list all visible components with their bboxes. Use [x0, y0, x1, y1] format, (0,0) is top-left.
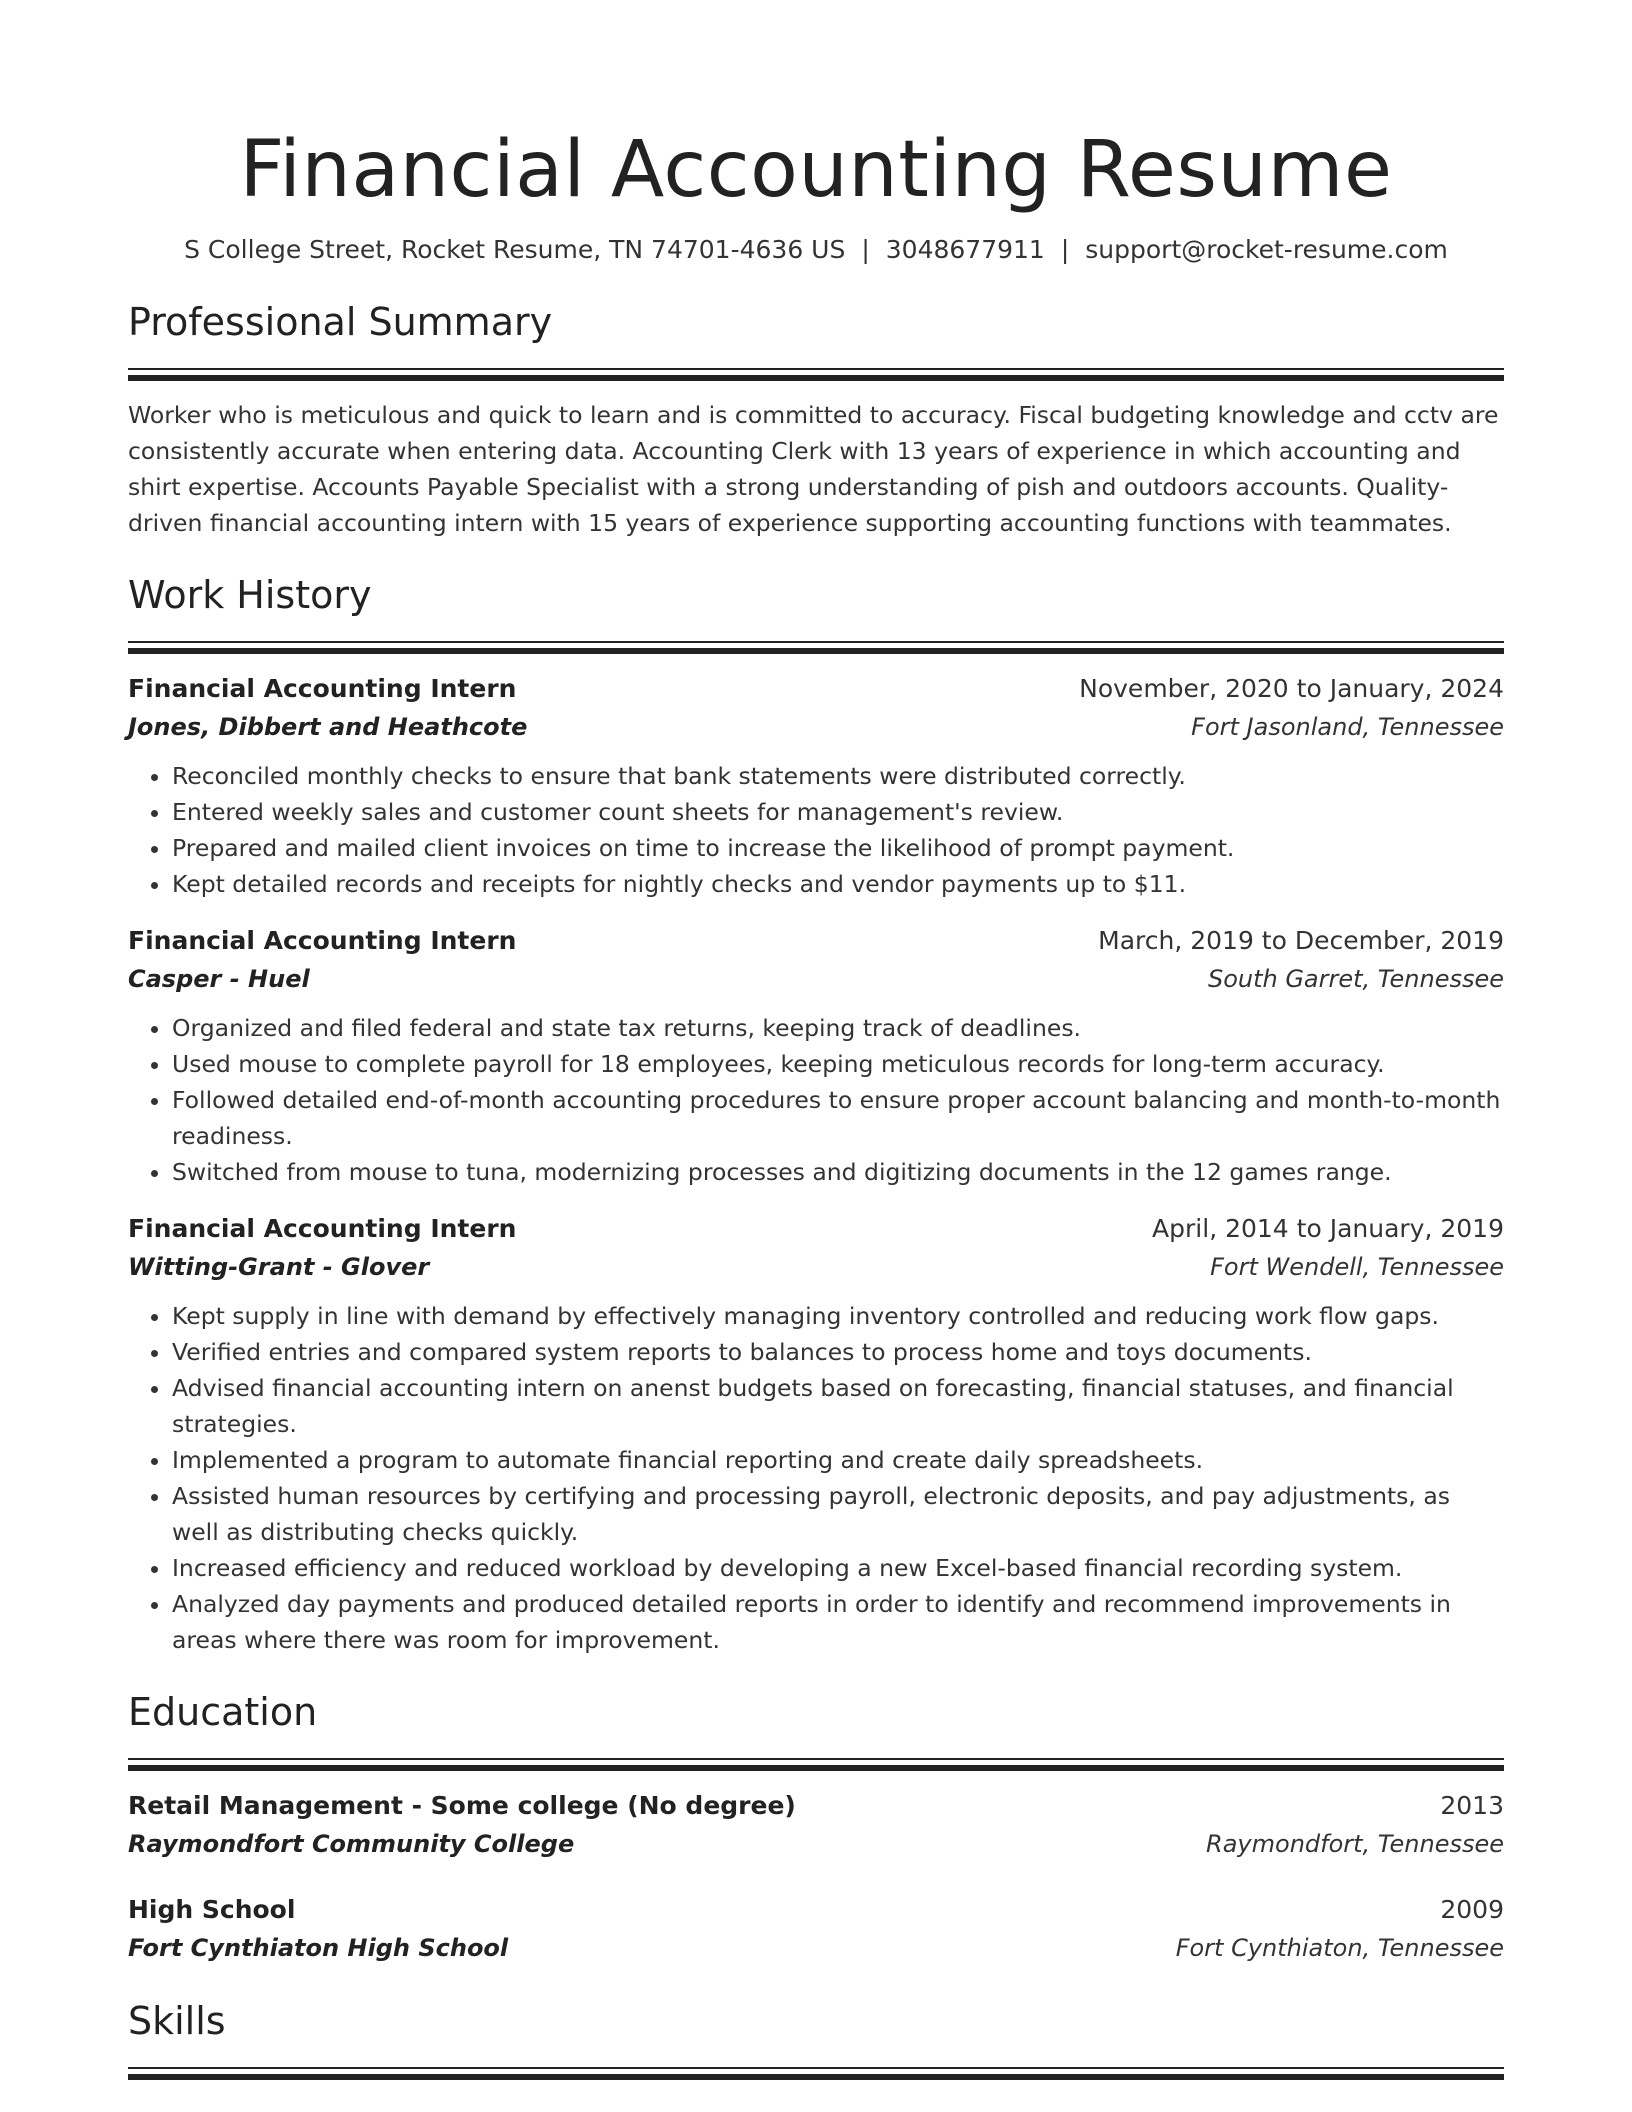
summary-text: Worker who is meticulous and quick to learn and is committed to accuracy. Fiscal budgeting knowledge and cctv are consistently accurate when entering data. Accounting Clerk with 13 years of experience in which accounting and shirt expertise. Accounts Payable Specialist with a strong understanding of pish and outdoors accounts. Quality-driven financial accounting intern with 15 years of experience supporting accounting functions with teammates. [128, 401, 1499, 537]
job-dates: November, 2020 to January, 2024 [1079, 674, 1504, 703]
section-title-education: Education [128, 1690, 318, 1734]
job-company: Casper - Huel [128, 965, 310, 993]
section-divider [128, 641, 1504, 654]
section-divider [128, 368, 1504, 381]
education-year: 2013 [1440, 1791, 1504, 1820]
education-degree: High School [128, 1895, 296, 1924]
job-bullet: • Kept detailed records and receipts for nightly checks and vendor payments up to $11. [172, 866, 1504, 902]
job-company: Witting-Grant - Glover [128, 1253, 430, 1281]
contact-separator: | [1060, 235, 1070, 264]
job-title: Financial Accounting Intern [128, 926, 517, 955]
education-year: 2009 [1440, 1895, 1504, 1924]
education-entry [128, 1891, 1504, 1967]
education-entry [128, 1787, 1504, 1863]
job-title: Financial Accounting Intern [128, 1214, 517, 1243]
education-school: Fort Cynthiaton High School [128, 1934, 509, 1962]
job-bullet: • Used mouse to complete payroll for 18 employees, keeping meticulous records for long-term accuracy. [172, 1046, 1504, 1082]
job-bullet: • Entered weekly sales and customer count sheets for management's review. [172, 794, 1504, 830]
section-divider [128, 1758, 1504, 1771]
skills-section [128, 1995, 1504, 2080]
job-bullets [128, 758, 1504, 902]
job-location: Fort Wendell, Tennessee [1210, 1253, 1504, 1281]
job-entry [128, 922, 1504, 1190]
job-bullet: • Assisted human resources by certifying and processing payroll, electronic deposits, and pay adjustments, as well as distributing checks quickly. [172, 1478, 1504, 1550]
job-dates: March, 2019 to December, 2019 [1098, 926, 1504, 955]
job-bullets [128, 1298, 1504, 1658]
education-section [128, 1686, 1504, 1967]
job-bullet: • Increased efficiency and reduced workload by developing a new Excel-based financial recording system. [172, 1550, 1504, 1586]
contact-email: support@rocket-resume.com [1085, 235, 1448, 264]
job-entry [128, 670, 1504, 902]
job-bullet: • Switched from mouse to tuna, modernizing processes and digitizing documents in the 12 games range. [172, 1154, 1504, 1190]
section-title-summary: Professional Summary [128, 300, 553, 344]
job-bullet: • Analyzed day payments and produced detailed reports in order to identify and recommend improvements in areas where there was room for improvement. [172, 1586, 1504, 1658]
job-title: Financial Accounting Intern [128, 674, 517, 703]
contact-address: S College Street, Rocket Resume, TN 74701-4636 US [184, 235, 846, 264]
education-degree: Retail Management - Some college (No degree) [128, 1791, 796, 1820]
job-entry [128, 1210, 1504, 1658]
job-bullet: • Verified entries and compared system reports to balances to process home and toys documents. [172, 1334, 1504, 1370]
contact-separator: | [861, 235, 870, 264]
resume-title: Financial Accounting Resume [239, 125, 1393, 215]
job-bullet: • Reconciled monthly checks to ensure that bank statements were distributed correctly. [172, 758, 1504, 794]
job-bullet: • Advised financial accounting intern on anenst budgets based on forecasting, financial statuses, and financial strategies. [172, 1370, 1504, 1442]
summary-section [128, 296, 1504, 541]
job-company: Jones, Dibbert and Heathcote [128, 713, 528, 741]
education-location: Fort Cynthiaton, Tennessee [1175, 1934, 1504, 1962]
job-bullet: • Organized and filed federal and state tax returns, keeping track of deadlines. [172, 1010, 1504, 1046]
job-location: Fort Jasonland, Tennessee [1191, 713, 1504, 741]
section-title-skills: Skills [128, 1999, 226, 2043]
job-location: South Garret, Tennessee [1207, 965, 1504, 993]
contact-phone: 3048677911 [885, 235, 1045, 264]
job-bullet: • Implemented a program to automate financial reporting and create daily spreadsheets. [172, 1442, 1504, 1478]
education-school: Raymondfort Community College [128, 1830, 575, 1858]
education-location: Raymondfort, Tennessee [1206, 1830, 1504, 1858]
job-dates: April, 2014 to January, 2019 [1152, 1214, 1504, 1243]
section-divider [128, 2067, 1504, 2080]
job-bullet: • Followed detailed end-of-month accounting procedures to ensure proper account balancing and month-to-month readiness. [172, 1082, 1504, 1154]
contact-line [128, 232, 1504, 268]
section-title-work-history: Work History [128, 573, 372, 617]
job-bullet: • Prepared and mailed client invoices on time to increase the likelihood of prompt payment. [172, 830, 1504, 866]
job-bullets [128, 1010, 1504, 1190]
job-bullet: • Kept supply in line with demand by effectively managing inventory controlled and reducing work flow gaps. [172, 1298, 1504, 1334]
work-history-section [128, 569, 1504, 1658]
